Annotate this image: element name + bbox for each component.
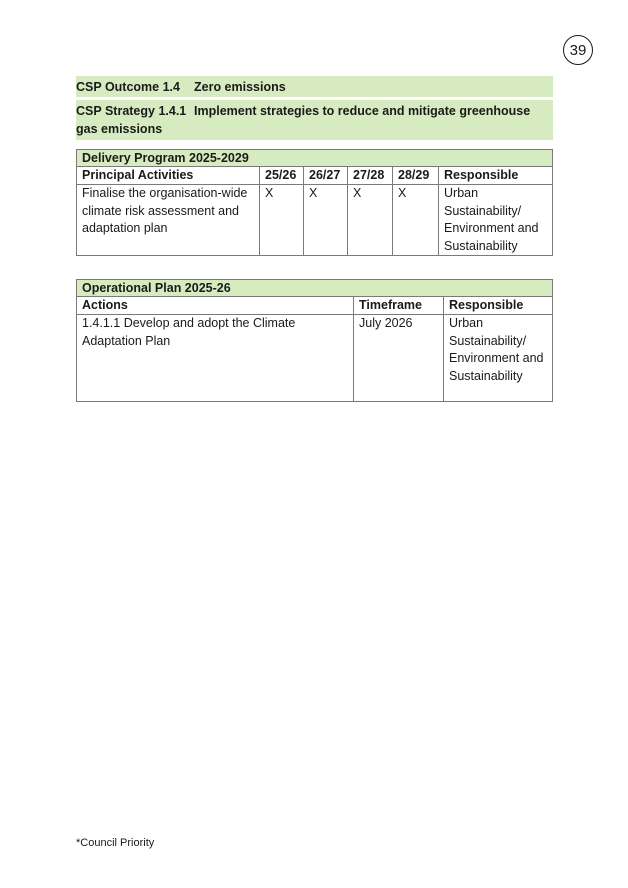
operational-plan-caption: Operational Plan 2025-26 [77,280,553,297]
table-cell: July 2026 [354,315,444,402]
table-cell: Finalise the organisation-wide climate risk assessment and adaptation plan [77,185,260,256]
table-cell: X [260,185,304,256]
column-header: 26/27 [304,167,348,185]
column-header: Actions [77,297,354,315]
table-cell: 1.4.1.1 Develop and adopt the Climate Adaptation Plan [77,315,354,402]
delivery-program-table [76,149,553,256]
table-caption-row [77,150,553,167]
csp-strategy-heading [76,100,553,140]
table-header-row [77,167,553,185]
table-cell: Urban Sustainability/ Environment and Sustainability [439,185,553,256]
csp-strategy-code: CSP Strategy 1.4.1 [76,104,187,118]
table-cell: X [304,185,348,256]
operational-plan-table [76,279,553,402]
column-header: Principal Activities [77,167,260,185]
page-number: 39 [563,35,593,65]
table-caption-row [77,280,553,297]
csp-outcome-heading [76,76,553,97]
delivery-program-caption: Delivery Program 2025-2029 [77,150,553,167]
column-header: Responsible [444,297,553,315]
footnote: *Council Priority [76,837,155,849]
csp-outcome-code: CSP Outcome 1.4 [76,79,180,94]
column-header: 27/28 [348,167,393,185]
column-header: Timeframe [354,297,444,315]
csp-strategy-title: Implement strategies to reduce and mitigate greenhouse gas emissions [76,104,531,136]
column-header: Responsible [439,167,553,185]
csp-outcome-title: Zero emissions [194,79,286,94]
table-cell: X [393,185,439,256]
table-row [77,185,553,256]
column-header: 28/29 [393,167,439,185]
column-header: 25/26 [260,167,304,185]
table-cell: Urban Sustainability/ Environment and Sustainability [444,315,553,402]
table-header-row [77,297,553,315]
table-row [77,315,553,402]
table-cell: X [348,185,393,256]
